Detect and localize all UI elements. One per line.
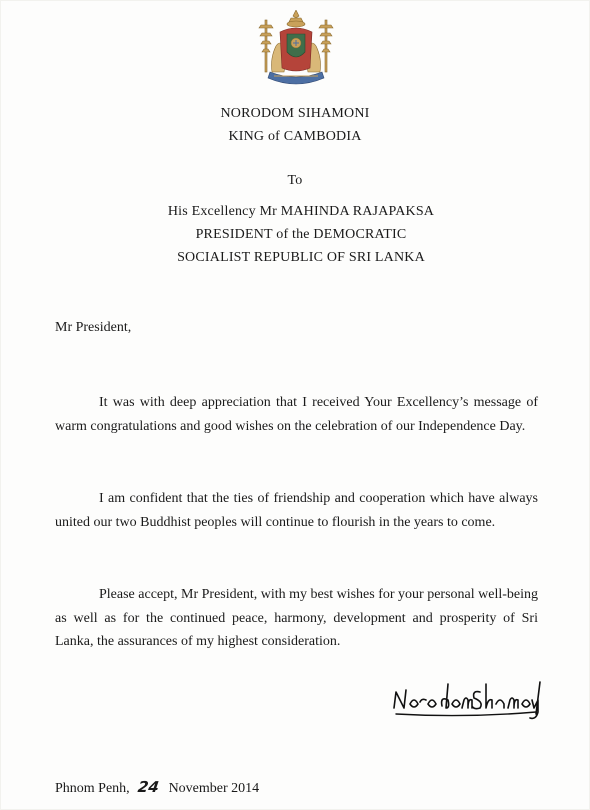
recipient-line-2: PRESIDENT of the DEMOCRATIC (195, 227, 407, 242)
royal-crest-icon (256, 10, 336, 86)
paragraph-3: Please accept, Mr President, with my best wishes for your personal well-being as well as for the continued peace, harmony, development and prosperity of Sri Lanka, the assurances of my highest consideration. (55, 587, 538, 649)
sender-title: KING of CAMBODIA (228, 129, 362, 144)
month-year: November 2014 (168, 781, 260, 796)
salutation: Mr President, (55, 320, 132, 335)
place: Phnom Penh, (55, 781, 130, 796)
sender-name: NORODOM SIHAMONI (220, 106, 370, 121)
paragraph-1: It was with deep appreciation that I received Your Excellency’s message of warm congratulations and good wishes on the celebration of our Independence Day. (55, 395, 538, 434)
recipient-line-3: SOCIALIST REPUBLIC OF SRI LANKA (177, 250, 425, 265)
handwritten-signature (390, 678, 550, 722)
dateline (55, 778, 259, 798)
to-label: To (287, 173, 303, 188)
paragraph-2: I am confident that the ties of friendship and cooperation which have always united our two Buddhist peoples will continue to flourish in the years to come. (55, 491, 538, 530)
handwritten-day: 24 (136, 778, 160, 796)
recipient-line-1: His Excellency Mr MAHINDA RAJAPAKSA (167, 204, 435, 219)
